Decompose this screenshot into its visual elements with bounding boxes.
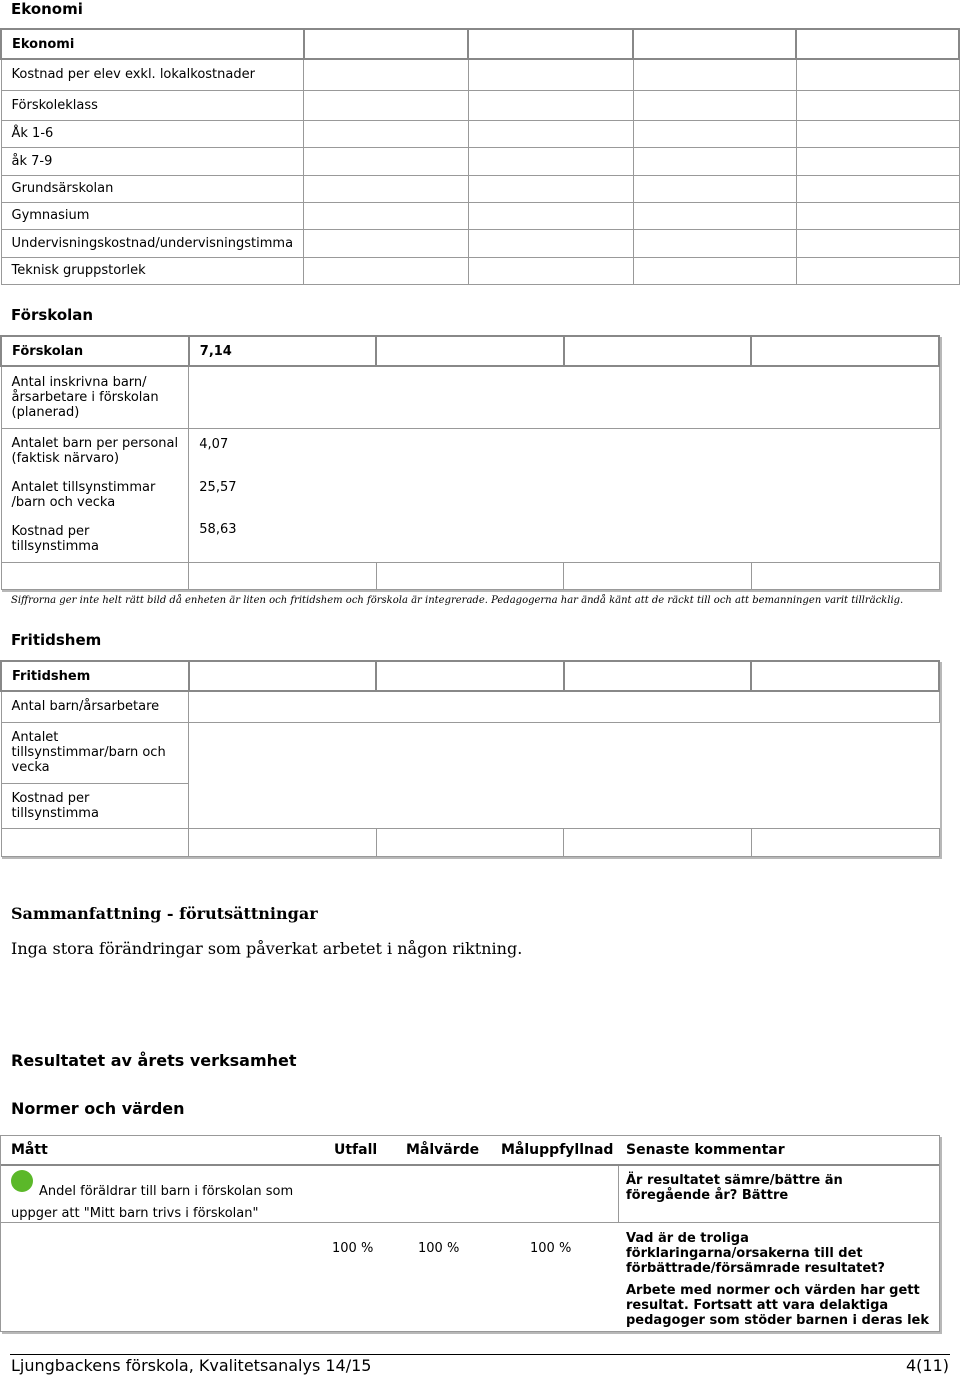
table-row-value: 58,63 (189, 516, 377, 562)
forskolan-table (0, 335, 940, 590)
utfall-value: 100 % (332, 1241, 374, 1256)
sammanfattning-text: Inga stora förändringar som påverkat arbetet i någon riktning. (11, 939, 523, 958)
page-heading: Ekonomi (11, 0, 83, 18)
normer-table-header (1, 1136, 939, 1166)
fritidshem-table-header: Fritidshem (1, 661, 189, 691)
footer-divider (10, 1354, 950, 1355)
col-maluppfyllnad: Måluppfyllnad (501, 1142, 614, 1158)
table-row-label: Antalet tillsynstimmar/barn och vecka (1, 722, 189, 783)
fritidshem-table (0, 660, 940, 857)
comment-q2: Vad är de troliga förklaringarna/orsakerna till det förbättrade/försämrade resultatet? (626, 1231, 885, 1276)
table-row: Kostnad per elev exkl. lokalkostnader (1, 59, 304, 90)
footer-left: Ljungbackens förskola, Kvalitetsanalys 14/15 (11, 1356, 372, 1375)
forskolan-note: Siffrorna ger inte helt rätt bild då enheten är liten och fritidshem och förskola är integrerade. Pedagogerna har ändå känt att de räckt till och att bemanningen varit tillräcklig. (11, 595, 904, 606)
col-matt: Mått (11, 1142, 48, 1158)
table-row: Åk 1-6 (1, 120, 304, 147)
table-row-label: Antal inskrivna barn/årsarbetare i förskolan (planerad) (1, 366, 189, 428)
table-row-label: Antal barn/årsarbetare (1, 691, 189, 722)
table-row: Teknisk gruppstorlek (1, 257, 304, 284)
forskolan-table-header: Förskolan (1, 336, 189, 366)
table-row: åk 7-9 (1, 147, 304, 175)
ekonomi-table (0, 28, 960, 285)
fritidshem-heading: Fritidshem (11, 631, 102, 649)
matt-cell (1, 1166, 619, 1223)
table-row-value: 25,57 (189, 474, 377, 516)
table-row: Förskoleklass (1, 90, 304, 120)
table-row: Gymnasium (1, 202, 304, 229)
table-row-label: Antalet barn per personal (faktisk närvaro) (1, 428, 189, 474)
footer-page-number: 4(11) (905, 1356, 949, 1375)
table-row: Grundsärskolan (1, 175, 304, 202)
col-kommentar: Senaste kommentar (626, 1142, 785, 1158)
table-row-value: 4,07 (189, 428, 377, 474)
comment-a2: Arbete med normer och värden har gett resultat. Fortsatt att vara delaktiga pedagoger som stöder barnen i deras lek (626, 1283, 929, 1328)
maluppfyllnad-value: 100 % (530, 1241, 572, 1256)
forskolan-header-value: 7,14 (189, 336, 377, 366)
col-malvarde: Målvärde (406, 1142, 480, 1158)
comment-q1: Är resultatet sämre/bättre än föregående år? Bättre (626, 1173, 843, 1203)
matt-text: Andel föräldrar till barn i förskolan som uppger att "Mitt barn trivs i förskolan" (11, 1184, 294, 1221)
status-green-icon (11, 1170, 33, 1192)
normer-table (0, 1135, 940, 1332)
table-row-label: Antalet tillsynstimmar /barn och vecka (1, 474, 189, 516)
table-row-value (189, 366, 377, 428)
forskolan-heading: Förskolan (11, 306, 94, 324)
table-row-label: Kostnad per tillsynstimma (1, 516, 189, 562)
table-row-label: Kostnad per tillsynstimma (1, 783, 189, 828)
ekonomi-table-header: Ekonomi (1, 29, 304, 59)
table-row: Undervisningskostnad/undervisningstimma (1, 229, 304, 257)
resultat-subheading: Normer och värden (11, 1099, 185, 1118)
sammanfattning-heading: Sammanfattning - förutsättningar (11, 904, 318, 923)
malvarde-value: 100 % (418, 1241, 460, 1256)
col-utfall: Utfall (334, 1142, 378, 1158)
resultat-heading: Resultatet av årets verksamhet (11, 1051, 297, 1070)
